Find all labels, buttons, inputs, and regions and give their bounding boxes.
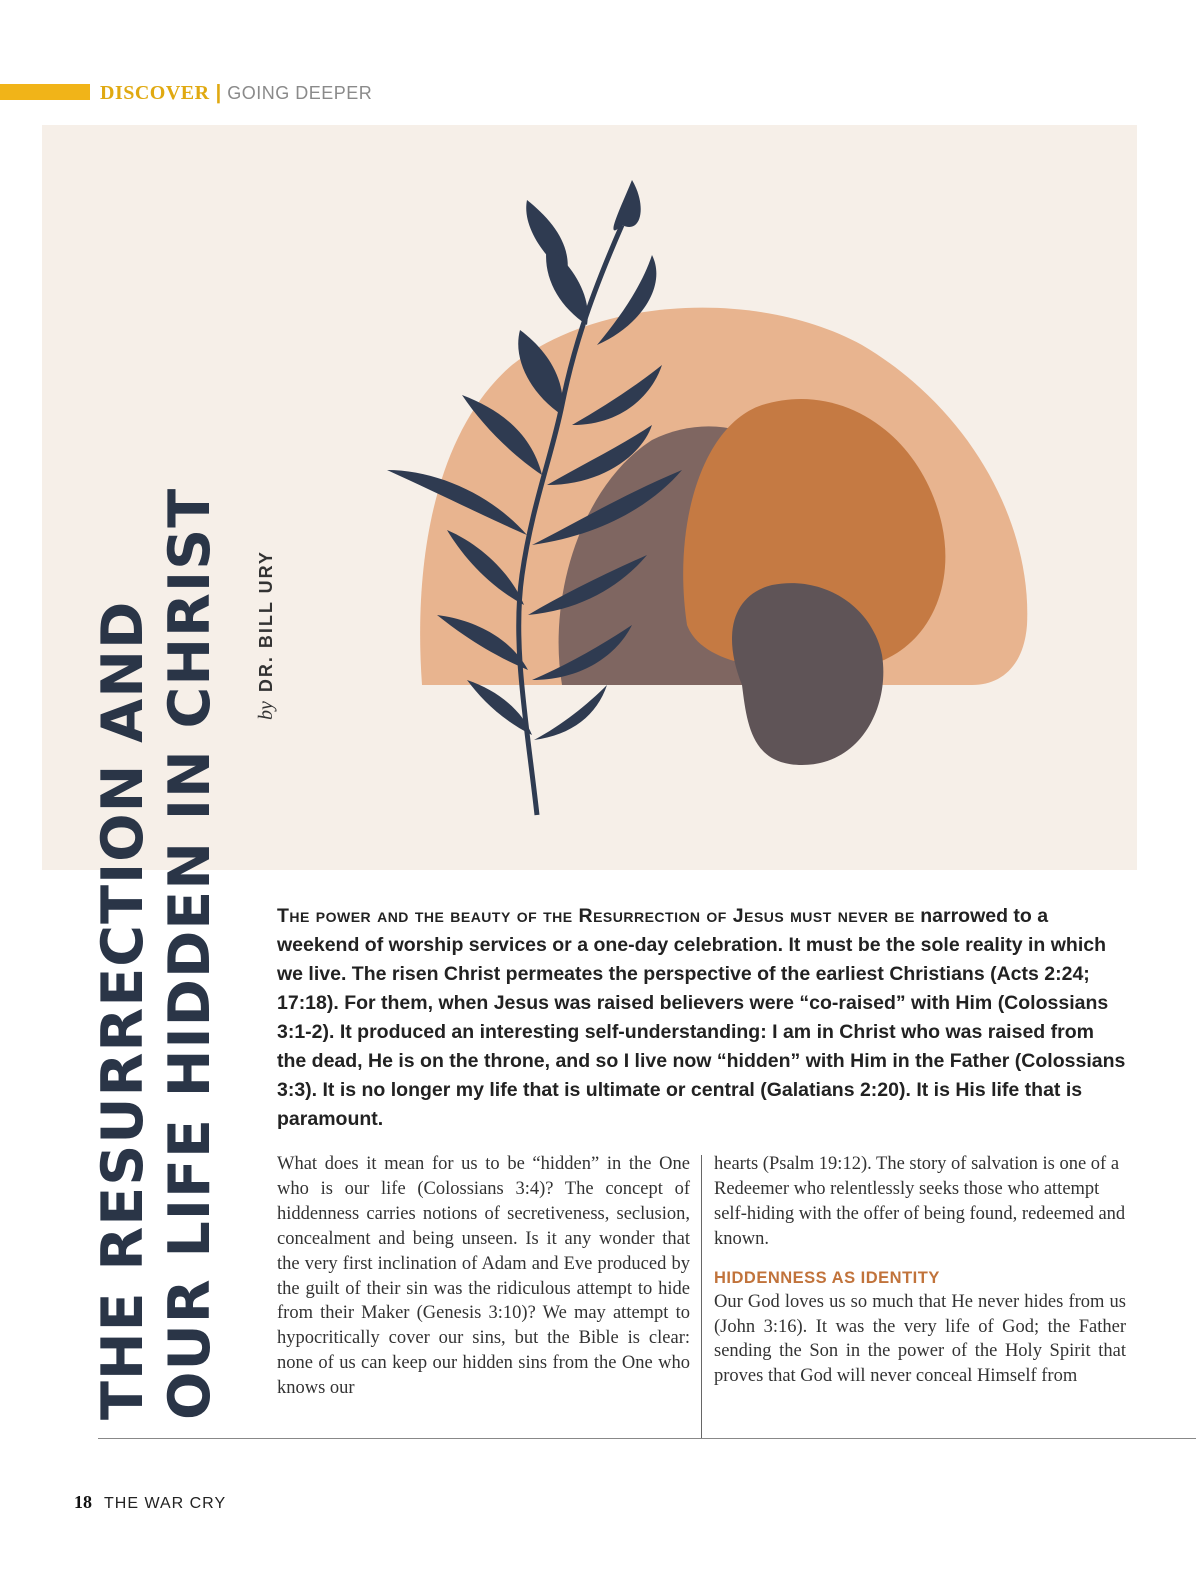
section-separator: | xyxy=(215,82,222,104)
body-paragraph: What does it mean for us to be “hidden” in the One who is our life (Colossians 3:4)? The concept of hiddenness carries notions of secretiveness, seclusion, concealment and being unseen. Is it any wonder that the very first inclination of Adam and Eve produced by the guilt of their sin was the ridiculous attempt to hide from their Maker (Genesis 3:10)? We may attempt to hypocritically cover our sins, but the Bible is clear: none of us can keep our hidden sins from the One who knows our xyxy=(277,1154,690,1399)
page-footer xyxy=(74,1492,226,1513)
body-column-right xyxy=(714,1152,1126,1389)
bottom-rule xyxy=(98,1438,1196,1439)
section-header xyxy=(100,80,372,106)
author-name: DR. BILL URY xyxy=(256,550,276,693)
article-title-line2: OUR LIFE HIDDEN IN CHRIST xyxy=(157,487,223,1420)
subsection-label[interactable]: GOING DEEPER xyxy=(227,83,373,103)
lede-paragraph xyxy=(277,902,1127,1134)
byline xyxy=(254,320,278,1420)
byline-prefix: by xyxy=(255,701,277,720)
lede-intro: The power and the beauty of the Resurrection of Jesus must never be xyxy=(277,905,915,927)
section-accent-bar xyxy=(0,84,90,100)
body-paragraph-identity: Our God loves us so much that He never hides from us (John 3:16). It was the very life of God; the Father sending the Son in the power of the Holy Spirit that proves that God will never conceal Himself from xyxy=(714,1291,1126,1387)
page-number: 18 xyxy=(74,1492,92,1512)
body-paragraph-continued: hearts (Psalm 19:12). The story of salvation is one of a Redeemer who relentlessly seeks those who attempt self-hiding with the offer of being found, redeemed and known. xyxy=(714,1154,1126,1249)
body-column-left xyxy=(277,1152,690,1401)
lede-body: narrowed to a weekend of worship services or a one-day celebration. It must be the sole reality in which we live. The risen Christ permeates the perspective of the earliest Christians (Acts 2:24; 17:18). For them, when Jesus was raised believers were “co-raised” with Him (Colossians 3:1-2). It produced an interesting self-understanding: I am in Christ who was raised from the dead, He is on the throne, and so I live now “hidden” with Him in the Father (Colossians 3:3). It is no longer my life that is ultimate or central (Galatians 2:20). It is His life that is paramount. xyxy=(277,905,1126,1130)
article-title-line1: THE RESURRECTION AND xyxy=(90,600,156,1420)
column-divider xyxy=(701,1155,702,1438)
magazine-name: THE WAR CRY xyxy=(104,1495,227,1512)
title-block xyxy=(90,320,278,1420)
section-label[interactable]: DISCOVER xyxy=(100,82,210,104)
subhead: HIDDENNESS AS IDENTITY xyxy=(714,1268,940,1287)
